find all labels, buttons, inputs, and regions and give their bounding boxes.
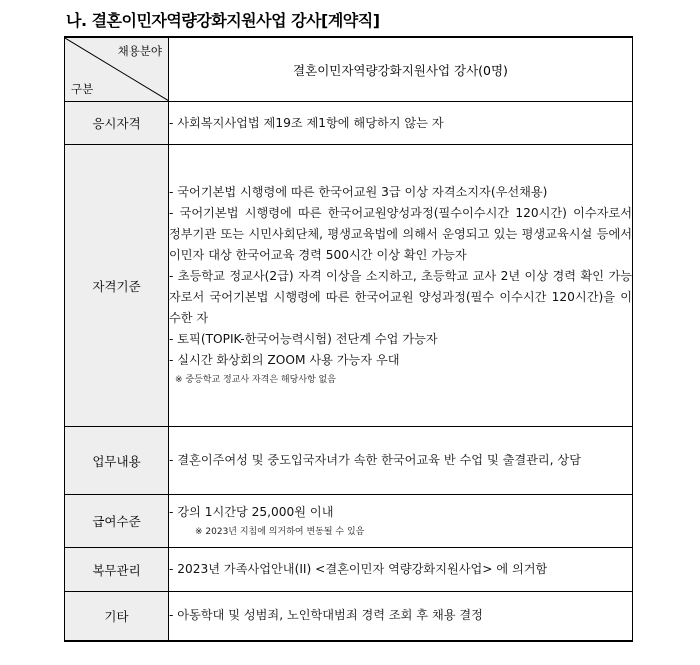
table-row [65, 145, 633, 427]
list-item: - 강의 1시간당 25,000원 이내 [169, 504, 334, 519]
table-row [65, 548, 633, 592]
list-item: - 아동학대 및 성범죄, 노인학대범죄 경력 조회 후 채용 결정 [169, 608, 483, 623]
service-content [169, 548, 633, 592]
criteria-content [169, 145, 633, 427]
table-row [65, 102, 633, 145]
list-item: - 2023년 가족사업안내(II) <결혼이민자 역량강화지원사업> 에 의거함 [169, 562, 548, 576]
table-row [65, 495, 633, 548]
list-item: - 국어기본법 시행령에 따른 한국어교원 3급 이상 자격소지자(우선채용) [169, 184, 548, 199]
list-item: - 결혼이주여성 및 중도입국자녀가 속한 한국어교육 반 수업 및 출결관리, 상담 [169, 453, 581, 467]
header-category-label: 구분 [71, 82, 94, 96]
list-item: - 실시간 화상회의 ZOOM 사용 가능자 우대 [169, 352, 400, 367]
qualification-label: 응시자격 [65, 102, 169, 145]
criteria-label: 자격기준 [65, 145, 169, 427]
salary-label: 급여수준 [65, 495, 169, 548]
list-item: - 국어기본법 시행령에 따른 한국어교원양성과정(필수이수시간 120시간) 이수자로서 정부기관 또는 시민사회단체, 평생교육법에 의해서 운영되고 있는 평생교육시설 등에서 이민자 대상 한국어교육 경력 500시간 이상 확인 가능자 [169, 205, 632, 262]
position-title: 결혼이민자역량강화지원사업 강사(0명) [169, 37, 633, 102]
header-diagonal-cell [65, 37, 169, 102]
qualification-content [169, 102, 633, 145]
salary-content [169, 495, 633, 548]
other-label: 기타 [65, 592, 169, 641]
salary-note: ※ 2023년 지침에 의거하여 변동될 수 있음 [195, 526, 365, 537]
list-item: - 초등학교 정교사(2급) 자격 이상을 소지하고, 초등학교 교사 2년 이상 경력 확인 가능자로서 국어기본법 시행령에 따른 한국어교원 양성과정(필수 이수시간 120시간)을 이수한 자 [169, 268, 632, 325]
other-content [169, 592, 633, 641]
table-row [65, 592, 633, 641]
header-row [65, 37, 633, 102]
duties-content [169, 427, 633, 495]
table-row [65, 427, 633, 495]
job-posting-table [64, 36, 633, 642]
header-field-label: 채용분야 [117, 44, 162, 58]
list-item: - 토픽(TOPIK-한국어능력시험) 전단계 수업 가능자 [169, 331, 438, 346]
list-item: - 사회복지사업법 제19조 제1항에 해당하지 않는 자 [169, 115, 444, 130]
duties-label: 업무내용 [65, 427, 169, 495]
service-label: 복무관리 [65, 548, 169, 592]
section-title: 나. 결혼이민자역량강화지원사업 강사[계약직] [66, 11, 380, 30]
criteria-note: ※ 중등학교 정교사 자격은 해당사항 없음 [175, 374, 336, 385]
